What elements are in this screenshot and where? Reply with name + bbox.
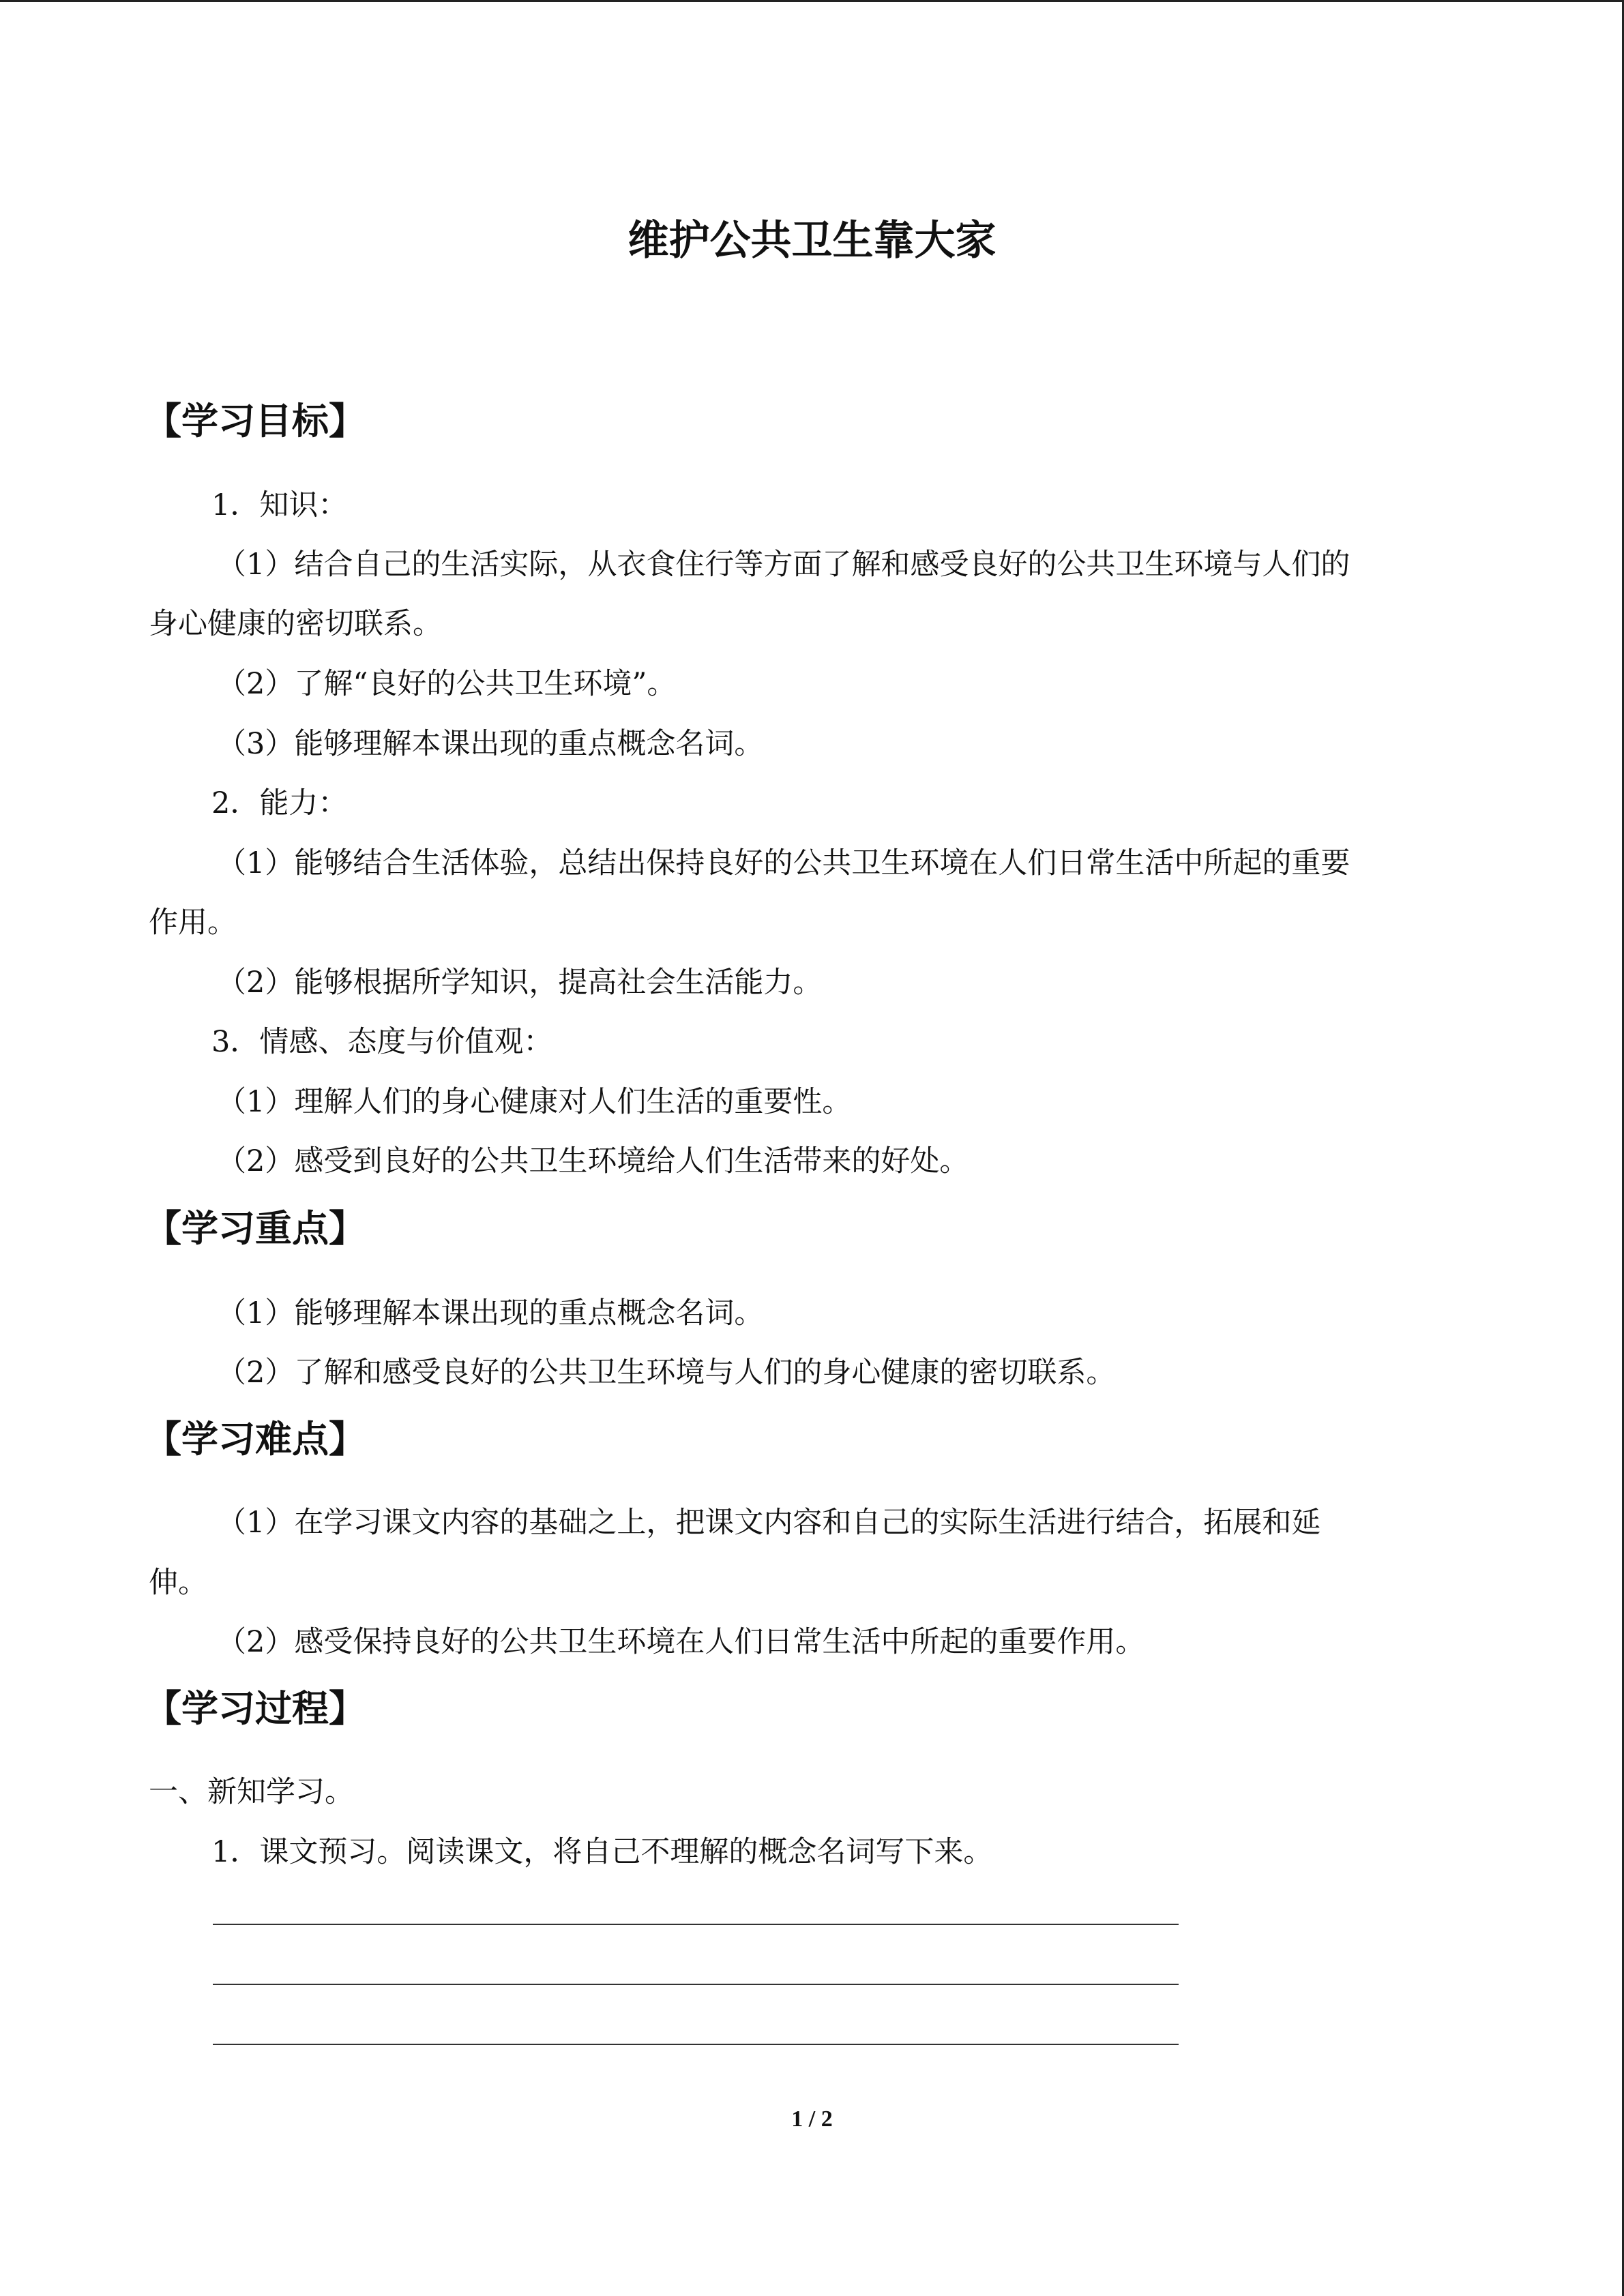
answer-line-1[interactable] — [213, 1924, 1179, 1925]
heading-process: 【学习过程】 — [145, 1687, 366, 1730]
answer-line-2[interactable] — [213, 1984, 1179, 1985]
page-number: 1 / 2 — [791, 2106, 833, 2132]
heading-objectives: 【学习目标】 — [145, 400, 366, 443]
emotion-item-2: （2）感受到良好的公共卫生环境给人们生活带来的好处。 — [217, 1144, 969, 1178]
key-point-1: （1）能够理解本课出现的重点概念名词。 — [217, 1296, 764, 1330]
knowledge-label: 1．知识： — [211, 488, 348, 522]
knowledge-item-2: （2）了解“良好的公共卫生环境”。 — [217, 667, 677, 701]
answer-line-3[interactable] — [213, 2044, 1179, 2045]
difficulty-1-line-2: 伸。 — [149, 1566, 207, 1600]
knowledge-item-3: （3）能够理解本课出现的重点概念名词。 — [217, 727, 764, 761]
process-part-1: 一、新知学习。 — [149, 1775, 354, 1809]
knowledge-item-1-line-2: 身心健康的密切联系。 — [149, 607, 442, 641]
ability-item-1-line-2: 作用。 — [149, 906, 237, 940]
ability-item-1-line-1: （1）能够结合生活体验，总结出保持良好的公共卫生环境在人们日常生活中所起的重要 — [217, 846, 1350, 880]
ability-label: 2．能力： — [211, 786, 348, 820]
difficulty-2: （2）感受保持良好的公共卫生环境在人们日常生活中所起的重要作用。 — [217, 1625, 1145, 1659]
page-title: 维护公共卫生靠大家 — [628, 217, 996, 265]
key-point-2: （2）了解和感受良好的公共卫生环境与人们的身心健康的密切联系。 — [217, 1356, 1116, 1390]
knowledge-item-1-line-1: （1）结合自己的生活实际，从衣食住行等方面了解和感受良好的公共卫生环境与人们的 — [217, 548, 1350, 582]
ability-item-2: （2）能够根据所学知识，提高社会生活能力。 — [217, 966, 823, 1000]
heading-difficulties: 【学习难点】 — [145, 1418, 366, 1461]
emotion-label: 3．情感、态度与价值观： — [211, 1025, 553, 1059]
difficulty-1-line-1: （1）在学习课文内容的基础之上，把课文内容和自己的实际生活进行结合，拓展和延 — [217, 1506, 1321, 1540]
process-question-1: 1．课文预习。阅读课文，将自己不理解的概念名词写下来。 — [211, 1835, 993, 1869]
heading-key-points: 【学习重点】 — [145, 1207, 366, 1250]
emotion-item-1: （1）理解人们的身心健康对人们生活的重要性。 — [217, 1085, 852, 1119]
